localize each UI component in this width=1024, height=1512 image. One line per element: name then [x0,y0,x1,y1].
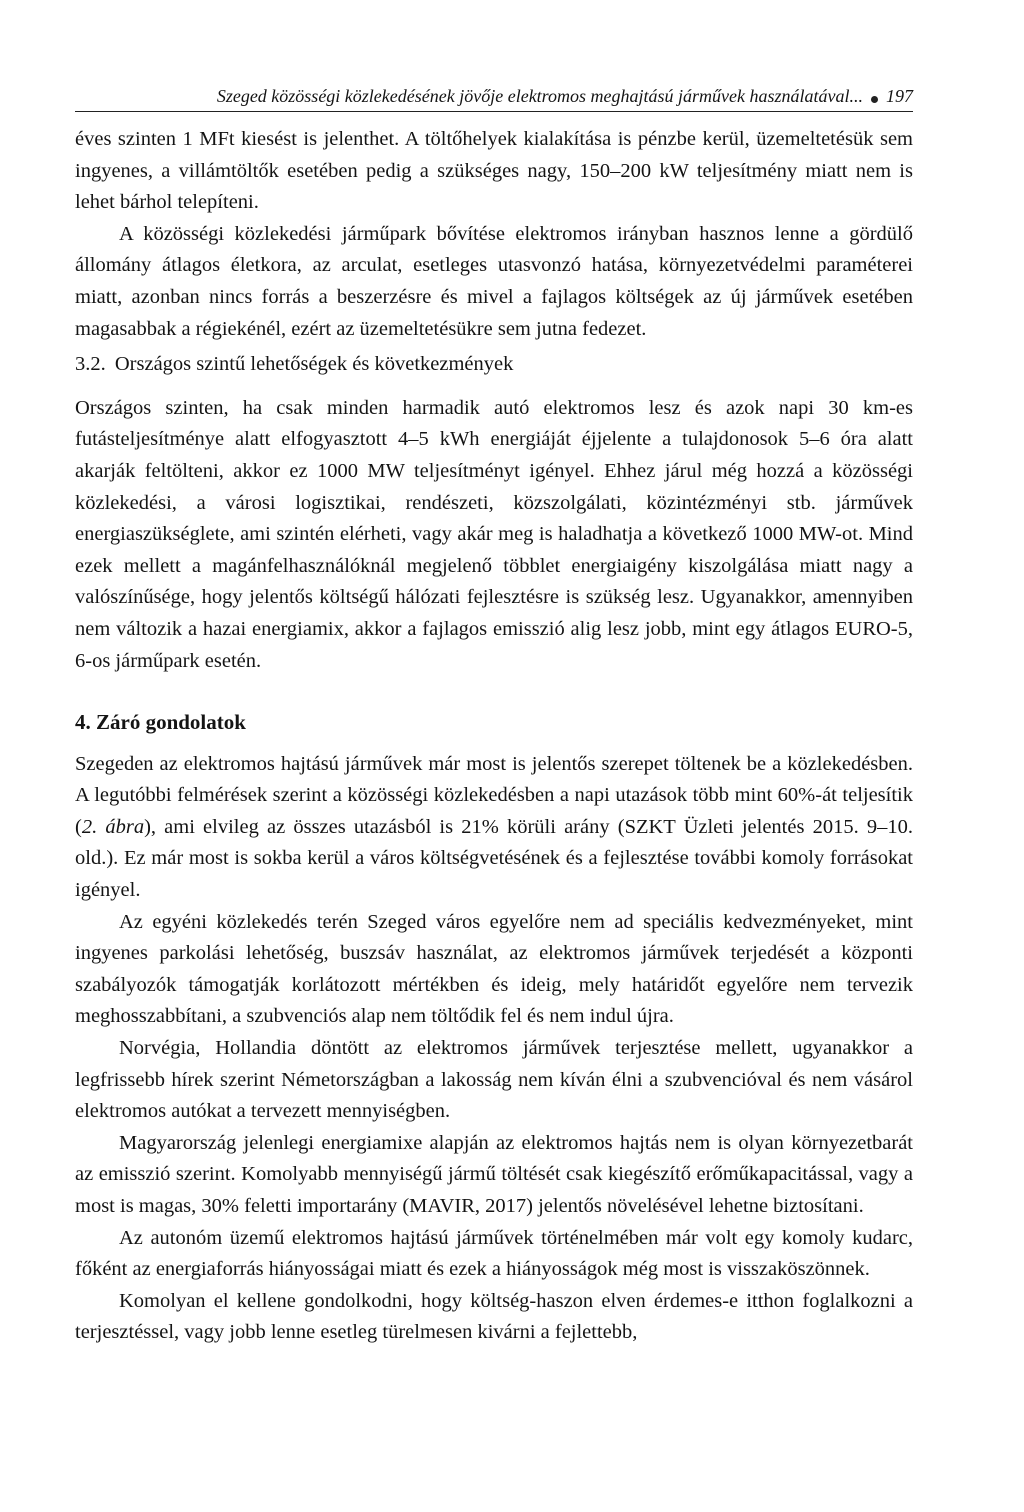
paragraph: éves szinten 1 MFt kiesést is jelenthet. A töltőhelyek kialakítása is pénzbe kerül, üzemeltetésük sem ingyenes, a villámtöltők esetében pedig a szükséges nagy, 150–200 kW teljesítmény miatt nem is lehet bárhol telepíteni. [75,128,913,214]
paragraph-text: Szegeden az elektromos hajtású járművek már most is jelentős szerepet töltenek be a közlekedésben. A legutóbbi felmérések szerint a közösségi közlekedésben a napi utazások több mint 60%-át teljesítik ( [75,752,913,838]
paragraph: Komolyan el kellene gondolkodni, hogy költség-haszon elven érdemes-e itthon foglalkozni a terjesztéssel, vagy jobb lenne esetleg türelmesen kivárni a fejlettebb, [75,1289,913,1344]
paragraph: Országos szinten, ha csak minden harmadik autó elektromos lesz és azok napi 30 km-es futásteljesítménye alatt elfogyasztott 4–5 kWh energiáját éjjelente a tulajdonosok 5–6 óra alatt akarják feltölteni, akkor ez 1000 MW teljesítményt igényel. Ehhez járul még hozzá a közösségi közlekedési, a városi logisztikai, rendészeti, közszolgálati, közintézményi stb. járművek energiaszükséglete, ami szintén elérheti, vagy akár meg is haladhatja a következő 1000 MW-ot. Mind ezek mellett a magánfelhasználóknál megjelenő többlet energiaigény kiszolgálása miatt nagy a valószínűsége, hogy jelentős költségű hálózati fejlesztésre is szükség lesz. Ugyanakkor, amennyiben nem változik a hazai energiamix, akkor a fajlagos emisszió alig lesz jobb, mint egy átlagos EURO-5, 6-os járműpark esetén. [75,396,913,672]
section-title: Országos szintű lehetőségek és következmények [114,353,514,376]
paragraph [75,749,913,907]
paragraph: Az egyéni közlekedés terén Szeged város egyelőre nem ad speciális kedvezményeket, mint ingyenes parkolási lehetőség, buszsáv használat, az elektromos járművek terjedését a központi szabályozók támogatják korlátozott mértékben és ideig, mely határidőt egyelőre nem tervezik meghosszabbítani, a szubvenciós alap nem töltődik fel és nem indul újra. [75,910,913,1028]
section-heading-3-2 [75,349,913,381]
bullet-dot-icon [871,96,878,103]
running-header [75,84,913,112]
running-title: Szeged közösségi közlekedésének jövője elektromos meghajtású járművek használatával... [216,86,863,106]
page-number: 197 [886,86,913,106]
paragraph: Az autonóm üzemű elektromos hajtású járművek történelmében már volt egy komoly kudarc, főként az energiaforrás hiányosságai miatt és ezek a hiányosságok még most is visszaköszönnek. [75,1226,913,1281]
section-heading-4: 4. Záró gondolatok [75,710,246,735]
section-number: 3.2. [75,353,106,376]
body-text [75,124,913,1349]
figure-reference: 2. ábra [81,815,145,838]
paragraph: A közösségi közlekedési járműpark bővítése elektromos irányban hasznos lenne a gördülő állomány átlagos életkora, az arculat, esetleges utasvonzó hatása, környezetvédelmi paraméterei miatt, azonban nincs forrás a beszerzésre és mivel a fajlagos költségek az új járművek esetében magasabbak a régiekénél, ezért az üzemeltetésükre sem jutna fedezet. [75,222,913,340]
paragraph-text: ), ami elvileg az összes utazásból is 21% körüli arány (SZKT Üzleti jelentés 2015. 9–10. old.). Ez már most is sokba kerül a város költségvetésének és a fejlesztése további komoly forrásokat igényel. [75,815,913,902]
paragraph: Norvégia, Hollandia döntött az elektromos járművek terjesztése mellett, ugyanakkor a legfrissebb hírek szerint Németországban a lakosság nem kíván élni a szubvencióval és nem vásárol elektromos autókat a tervezett mennyiségben. [75,1037,913,1123]
paragraph: Magyarország jelenlegi energiamixe alapján az elektromos hajtás nem is olyan környezetbarát az emisszió szerint. Komolyabb mennyiségű jármű töltését csak kiegészítő erőműkapacitással, vagy a most is magas, 30% feletti importarány (MAVIR, 2017) jelentős növelésével lehetne biztosítani. [75,1131,913,1217]
